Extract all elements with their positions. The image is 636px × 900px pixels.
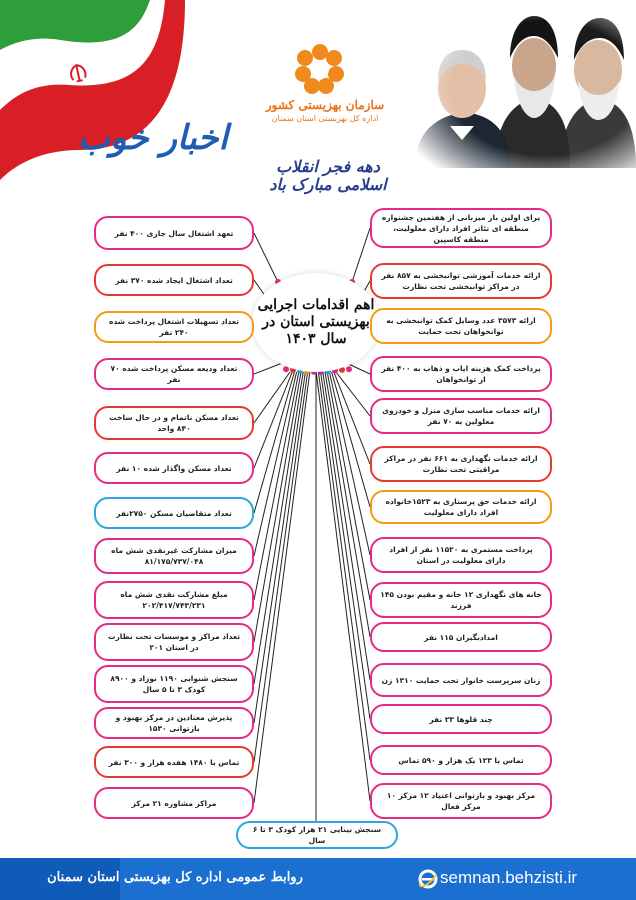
right-item: برای اولین بار میزبانی از هفتمین جشنواره منطقه ای تئاتر افراد دارای معلولیت، منطقه کاسپین — [370, 208, 552, 248]
connector-right — [318, 372, 370, 760]
left-item: تماس با ۱۴۸۰ هفده هزار و ۳۰۰ نفر — [94, 746, 254, 778]
right-item: ارائه خدمات مناسب سازی منزل و خودروی معلولین به ۷۰ نفر — [370, 398, 552, 434]
right-item: پرداخت مستمری به ۱۱۵۲۰ نفر از افراد دارای معلولیت در استان — [370, 537, 552, 573]
right-item: ارائه خدمات آموزشی توانبخشی به ۸۵۷ نفر در مراکز توانبخشی تحت نظارت — [370, 263, 552, 299]
left-item: مبلغ مشارکت نقدی شش ماه ۲۰۲/۴۱۷/۷۴۳/۲۳۱ — [94, 581, 254, 619]
org-line1: سازمان بهزیستی کشور — [265, 98, 385, 112]
connector-left — [254, 372, 290, 423]
left-item: پذیرش معتادین در مرکز بهبود و بازتوانی ۱۵۳۰ — [94, 707, 254, 739]
right-item: امدادبگیران ۱۱۵ نفر — [370, 622, 552, 652]
browser-icon — [418, 869, 438, 889]
left-item: تعداد تسهیلات اشتغال پرداخت شده ۲۴۰ نفر — [94, 311, 254, 343]
portraits-image — [410, 8, 636, 168]
org-name — [255, 98, 395, 123]
footer-url[interactable]: semnan.behzisti.ir — [440, 868, 578, 887]
connector-left — [254, 372, 308, 762]
connector-left — [254, 372, 303, 684]
left-item: تعهد اشتغال سال جاری ۴۰۰ نفر — [94, 216, 254, 250]
footer-title: روابط عمومی اداره کل بهزیستی استان سمنان — [47, 870, 303, 885]
right-item: تماس با ۱۲۳ یک هزار و ۵۹۰ تماس — [370, 745, 552, 775]
right-item: مرکز بهبود و بازتوانی اعتیاد ۱۲ مرکز ۱۰ مرکز فعال — [370, 783, 552, 819]
right-item: ارائه خدمات نگهداری به ۶۶۱ نفر در مراکز مراقبتی تحت نظارت — [370, 446, 552, 482]
right-item: چند قلوها ۲۳ نفر — [370, 704, 552, 734]
left-item: تعداد مراکز و موسسات تحت نظارت در استان ۲۰۱ — [94, 623, 254, 661]
headline: اخبار خوب — [78, 118, 228, 158]
behzisti-logo-icon — [290, 38, 350, 98]
connector-dot — [346, 366, 352, 372]
connector-dot — [332, 368, 338, 374]
connector-dot — [290, 367, 296, 373]
connector-right — [321, 372, 370, 719]
left-item: میزان مشارکت غیرنقدی شش ماه ۸۱/۱۷۵/۷۳۷/۰۴۸ — [94, 538, 254, 574]
iran-flag-icon — [0, 0, 200, 200]
right-item: خانه های نگهداری ۱۲ خانه و مقیم بودن ۱۴۵ فرزند — [370, 582, 552, 618]
connector-right — [323, 372, 370, 680]
slogan: دهه فجر انقلاب اسلامی مبارک باد — [269, 157, 387, 194]
right-item: پرداخت کمک هزینه ایاب و ذهاب به ۴۰۰ نفر از توانخواهان — [370, 356, 552, 392]
bottom-item: سنجش بینایی ۲۱ هزار کودک ۳ تا ۶ سال — [236, 821, 398, 849]
left-item: تعداد ودیعه مسکن پرداخت شده ۷۰ نفر — [94, 358, 254, 390]
left-item: تعداد متقاضیان مسکن ۲۷۵۰نفر — [94, 497, 254, 529]
connector-right — [336, 372, 370, 416]
connector-right — [325, 372, 370, 637]
left-item: تعداد مسکن ناتمام و در حال ساخت ۸۴۰ واحد — [94, 406, 254, 440]
left-item: سنجش شنوایی ۱۱۹۰ نوزاد و ۸۹۰۰ کودک ۳ تا ۵ سال — [94, 665, 254, 703]
left-item: تعداد اشتغال ایجاد شده ۳۷۰ نفر — [94, 264, 254, 296]
connector-dot — [283, 366, 289, 372]
center-title: اهم اقدامات اجرایی بهزیستی استان در سال ۱۴۰۳ — [254, 275, 378, 370]
connector-right — [352, 228, 370, 282]
connector-left — [254, 233, 278, 282]
right-item: ارائه ۳۵۷۳ عدد وسایل کمک توانبخشی به توانخواهان تحت حمایت — [370, 308, 552, 344]
connector-dot — [339, 367, 345, 373]
connector-left — [254, 372, 297, 556]
right-item: زنان سرپرست خانوار تحت حمایت ۱۳۱۰ زن — [370, 663, 552, 697]
left-item: مراکز مشاوره ۲۱ مرکز — [94, 787, 254, 819]
left-item: تعداد مسکن واگذار شده ۱۰ نفر — [94, 452, 254, 484]
right-item: ارائه خدمات حق پرستاری به ۱۵۲۳خانواده افراد دارای معلولیت — [370, 490, 552, 524]
org-line2: اداره کل بهزیستی استان سمنان — [271, 114, 379, 123]
footer-bar — [0, 858, 636, 900]
